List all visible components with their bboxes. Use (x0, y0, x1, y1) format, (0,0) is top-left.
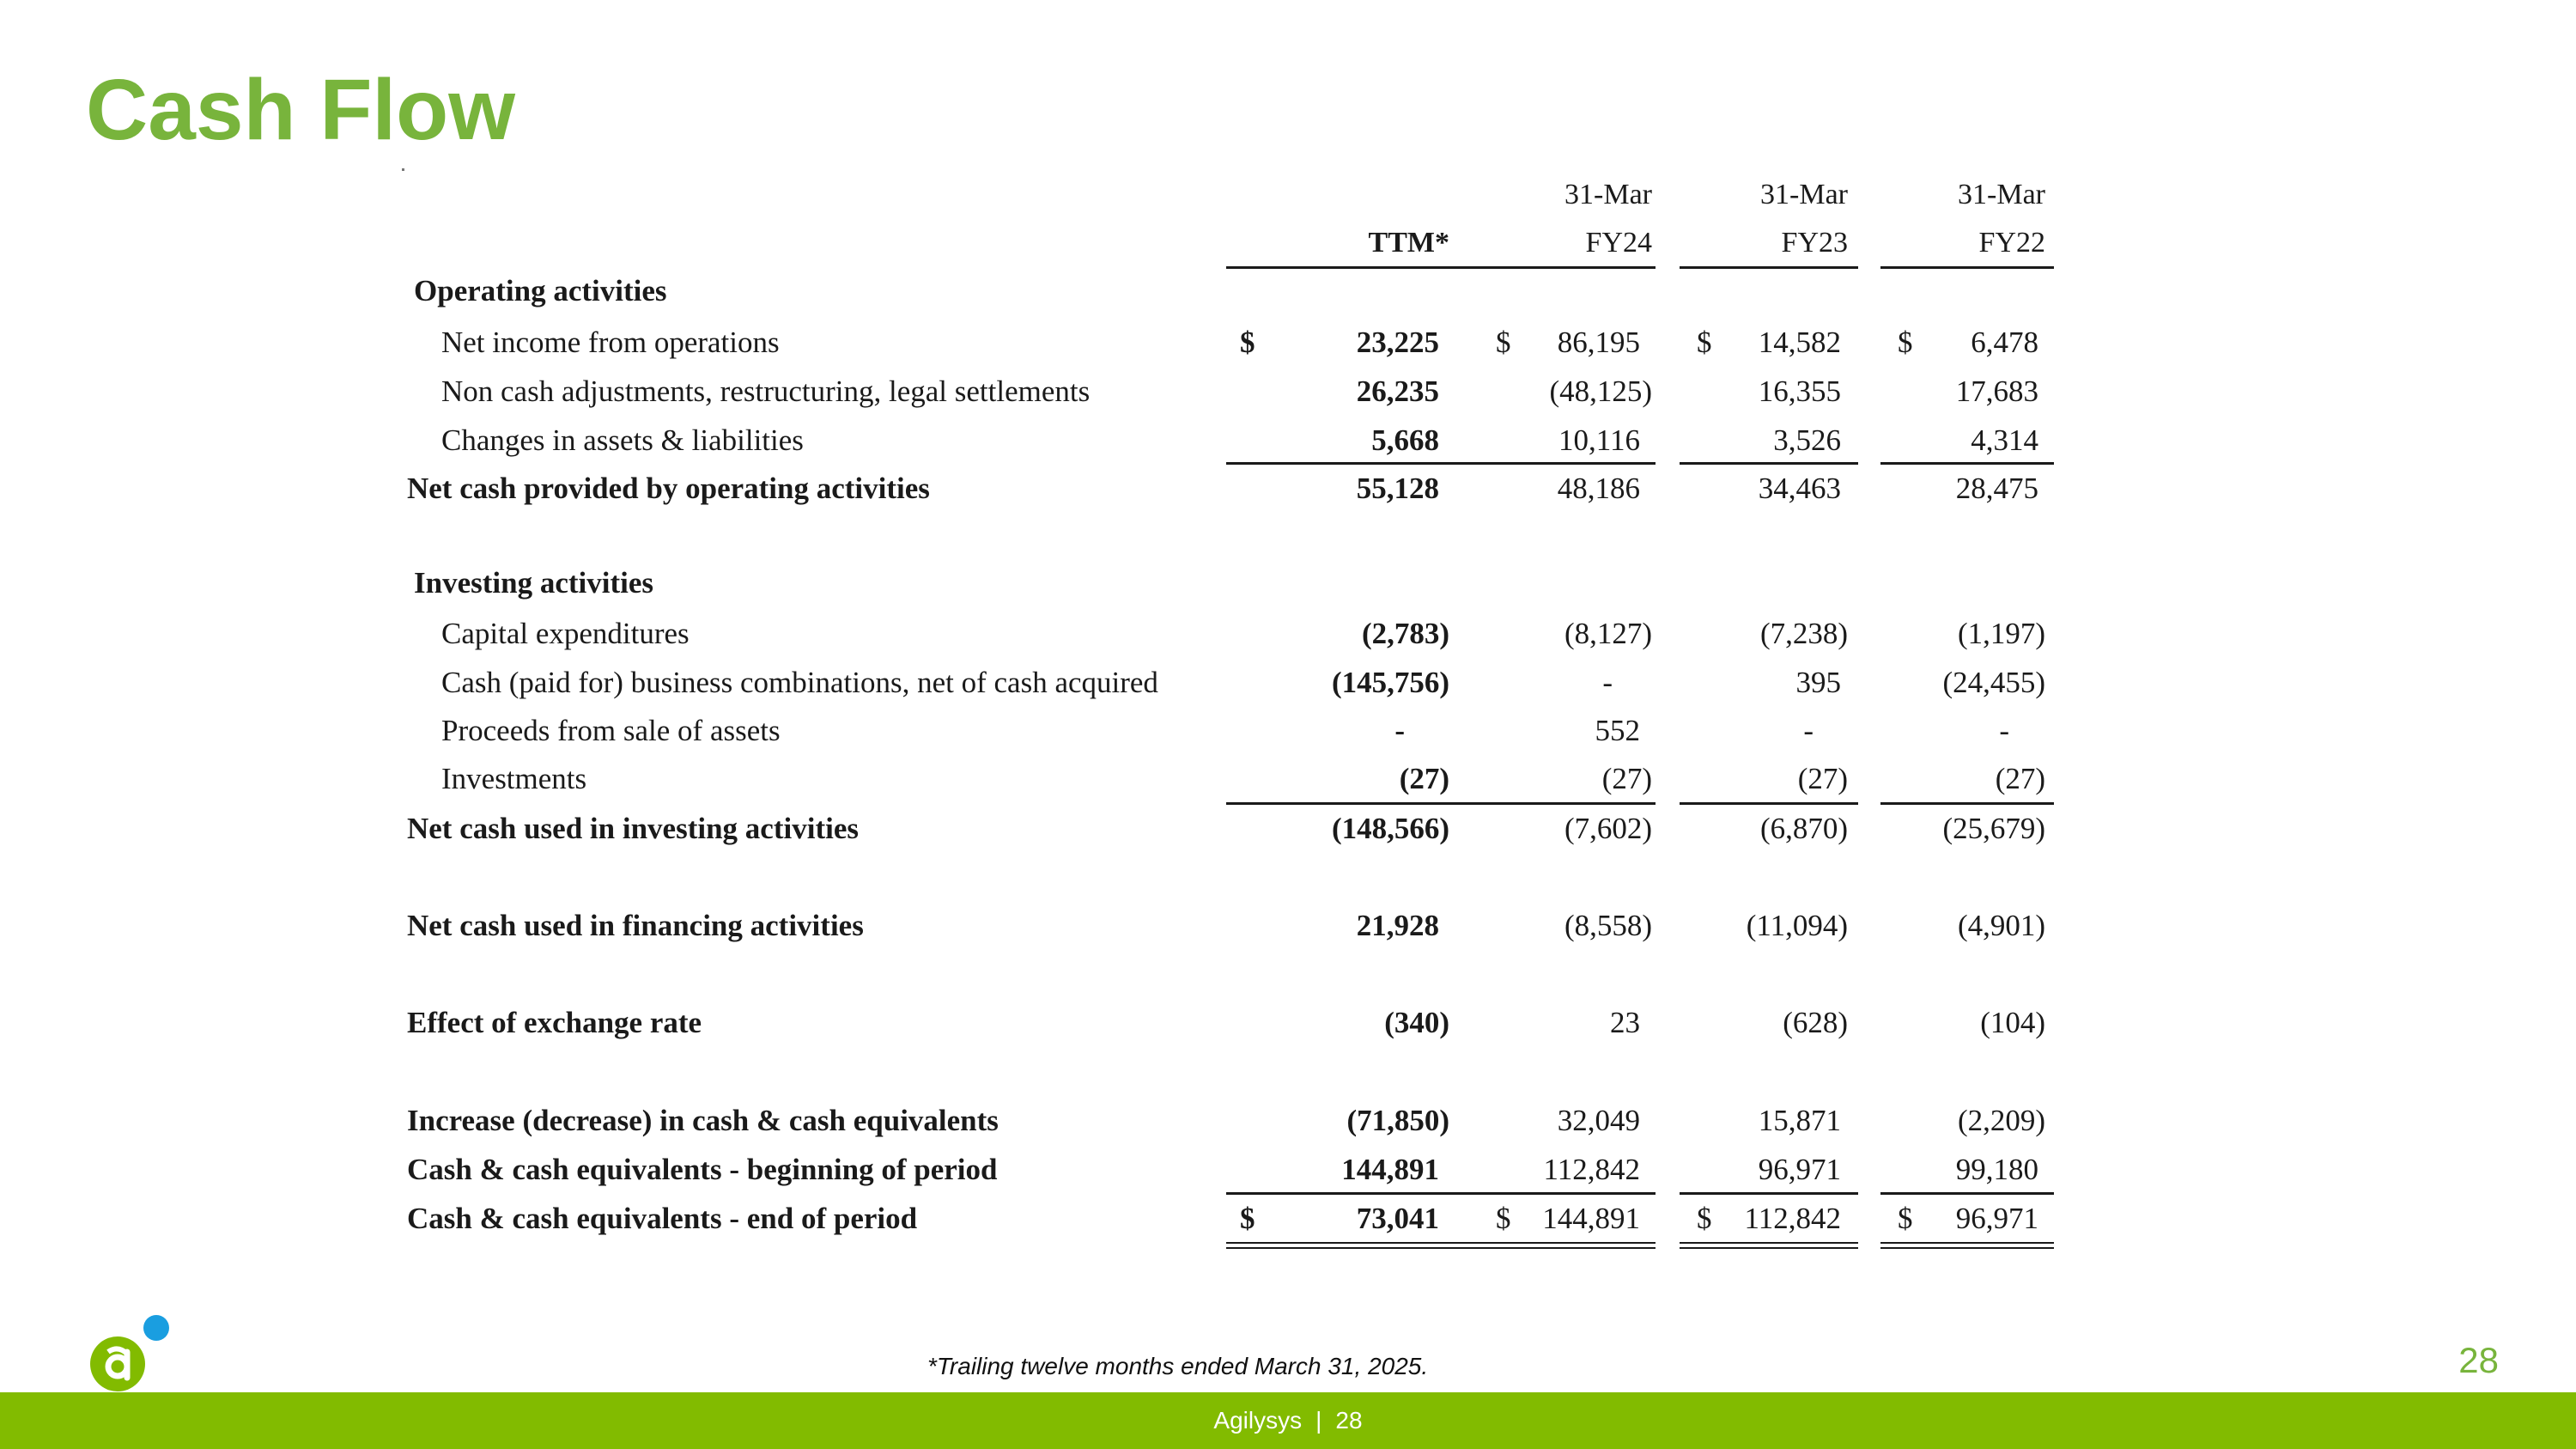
table-row-total (0, 807, 2576, 850)
value-fy22: (27) (1995, 762, 2045, 795)
page-number: 28 (2458, 1340, 2499, 1380)
row-label: Capital expenditures (441, 617, 690, 650)
subtotal-rule (1880, 802, 2054, 805)
value-fy23: 395 (1795, 666, 1841, 699)
subtotal-rule (1226, 802, 1656, 805)
double-rule (1680, 1242, 1858, 1244)
value-fy23: 16,355 (1758, 374, 1841, 408)
value-fy24: - (1602, 666, 1613, 699)
value-ttm: 55,128 (1356, 472, 1439, 505)
value-ttm: - (1394, 714, 1405, 747)
stray-mark (402, 168, 404, 171)
value-fy23: (6,870) (1759, 812, 1848, 845)
subtotal-rule (1226, 1192, 1656, 1195)
value-fy24: (7,602) (1564, 812, 1652, 845)
currency-symbol: $ (1240, 1202, 1255, 1235)
header-rule-fy22 (1880, 266, 2054, 269)
value-fy24: (48,125) (1549, 374, 1652, 408)
value-fy24: 48,186 (1557, 472, 1640, 505)
table-row (0, 321, 2576, 364)
value-fy24: 144,891 (1542, 1202, 1640, 1235)
value-fy23: (7,238) (1759, 617, 1848, 650)
table-row (0, 419, 2576, 462)
table-row (0, 661, 2576, 704)
col-fy24-month: 31-Mar (1564, 179, 1652, 210)
section-operating (0, 270, 2576, 313)
value-ttm: (2,783) (1361, 617, 1449, 650)
footer-page: 28 (1335, 1407, 1363, 1434)
value-fy22: 96,971 (1955, 1202, 2038, 1235)
col-ttm-header: TTM* (1368, 227, 1449, 259)
footer-bar (0, 1392, 2576, 1449)
subtotal-rule (1880, 1192, 2054, 1195)
double-rule (1680, 1247, 1858, 1249)
header-month-row (0, 174, 2576, 216)
value-fy24: (8,127) (1564, 617, 1652, 650)
row-label: Cash & cash equivalents - end of period (407, 1202, 918, 1235)
currency-symbol: $ (1697, 326, 1712, 359)
subtotal-rule (1680, 1192, 1858, 1195)
table-row (0, 370, 2576, 413)
table-row (0, 612, 2576, 655)
table-row-total (0, 1099, 2576, 1142)
footer-company: Agilysys (1213, 1407, 1303, 1434)
value-fy23: 96,971 (1758, 1153, 1841, 1186)
subtotal-rule (1680, 462, 1858, 465)
table-row (0, 709, 2576, 752)
value-fy22: (24,455) (1942, 666, 2045, 699)
value-fy22: 6,478 (1971, 326, 2038, 359)
value-ttm: 26,235 (1356, 374, 1439, 408)
table-row (0, 758, 2576, 801)
value-fy22: 28,475 (1955, 472, 2038, 505)
col-fy23-month: 31-Mar (1760, 179, 1848, 210)
agilysys-logo-icon (88, 1314, 174, 1400)
value-fy23: 34,463 (1758, 472, 1841, 505)
row-label: Effect of exchange rate (407, 1006, 702, 1039)
row-label: Net cash used in investing activities (407, 812, 859, 845)
value-fy24: (8,558) (1564, 909, 1652, 942)
footer-separator: | (1315, 1407, 1322, 1434)
section-label: Operating activities (414, 274, 667, 307)
currency-symbol: $ (1240, 326, 1255, 359)
col-fy23-header: FY23 (1781, 227, 1848, 259)
row-label: Cash & cash equivalents - beginning of period (407, 1153, 998, 1186)
currency-symbol: $ (1898, 326, 1913, 359)
value-fy23: - (1803, 714, 1814, 747)
row-label: Non cash adjustments, restructuring, legal settlements (441, 374, 1091, 408)
col-fy24-header: FY24 (1585, 227, 1652, 259)
value-fy22: 17,683 (1955, 374, 2038, 408)
section-investing (0, 562, 2576, 605)
header-period-row (0, 222, 2576, 265)
value-fy22: (25,679) (1942, 812, 2045, 845)
value-ttm: 73,041 (1356, 1202, 1439, 1235)
value-fy22: (1,197) (1957, 617, 2045, 650)
col-fy22-month: 31-Mar (1958, 179, 2045, 210)
section-label: Investing activities (414, 566, 654, 600)
value-fy24: 32,049 (1557, 1104, 1640, 1137)
double-rule (1226, 1247, 1656, 1249)
value-fy22: 4,314 (1971, 423, 2038, 457)
table-row-total (0, 1197, 2576, 1240)
value-fy22: 99,180 (1955, 1153, 2038, 1186)
row-label: Net cash provided by operating activities (407, 472, 930, 505)
row-label: Changes in assets & liabilities (441, 423, 804, 457)
currency-symbol: $ (1697, 1202, 1712, 1235)
value-ttm: (27) (1399, 762, 1449, 795)
value-fy22: (2,209) (1957, 1104, 2045, 1137)
table-row-total (0, 467, 2576, 510)
value-ttm: (145,756) (1331, 666, 1449, 699)
subtotal-rule (1226, 462, 1656, 465)
header-rule-fy23 (1680, 266, 1858, 269)
value-fy23: (11,094) (1746, 909, 1848, 942)
row-label: Investments (441, 762, 587, 795)
value-fy24: 112,842 (1543, 1153, 1640, 1186)
value-fy23: (27) (1797, 762, 1848, 795)
value-fy23: (628) (1783, 1006, 1848, 1039)
double-rule (1880, 1242, 2054, 1244)
value-ttm: (340) (1384, 1006, 1449, 1039)
value-fy23: 14,582 (1758, 326, 1841, 359)
col-fy22-header: FY22 (1978, 227, 2045, 259)
value-fy23: 15,871 (1758, 1104, 1841, 1137)
value-fy24: 23 (1610, 1006, 1640, 1039)
row-label: Cash (paid for) business combinations, net of cash acquired (441, 666, 1158, 699)
row-label: Net income from operations (441, 326, 780, 359)
value-fy24: (27) (1601, 762, 1652, 795)
subtotal-rule (1680, 802, 1858, 805)
subtotal-rule (1880, 462, 2054, 465)
value-fy23: 3,526 (1773, 423, 1841, 457)
value-fy22: (104) (1980, 1006, 2045, 1039)
row-label: Net cash used in financing activities (407, 909, 864, 942)
double-rule (1226, 1242, 1656, 1244)
value-ttm: 144,891 (1341, 1153, 1439, 1186)
value-ttm: 21,928 (1356, 909, 1439, 942)
currency-symbol: $ (1496, 1202, 1511, 1235)
currency-symbol: $ (1898, 1202, 1913, 1235)
table-row-total (0, 1002, 2576, 1044)
table-row-total (0, 904, 2576, 947)
value-ttm: 5,668 (1371, 423, 1439, 457)
value-fy22: - (1999, 714, 2009, 747)
value-ttm: (148,566) (1331, 812, 1449, 845)
row-label: Increase (decrease) in cash & cash equivalents (407, 1104, 999, 1137)
value-ttm: (71,850) (1346, 1104, 1449, 1137)
value-fy24: 552 (1595, 714, 1640, 747)
double-rule (1880, 1247, 2054, 1249)
header-rule-ttm-fy24 (1226, 266, 1656, 269)
value-fy24: 86,195 (1557, 326, 1640, 359)
value-fy23: 112,842 (1744, 1202, 1841, 1235)
page-title: Cash Flow (86, 62, 516, 158)
currency-symbol: $ (1496, 326, 1511, 359)
value-fy24: 10,116 (1558, 423, 1640, 457)
value-fy22: (4,901) (1957, 909, 2045, 942)
footnote: *Trailing twelve months ended March 31, 2025. (927, 1353, 1429, 1379)
row-label: Proceeds from sale of assets (441, 714, 781, 747)
value-ttm: 23,225 (1356, 326, 1439, 359)
table-row-total (0, 1148, 2576, 1191)
